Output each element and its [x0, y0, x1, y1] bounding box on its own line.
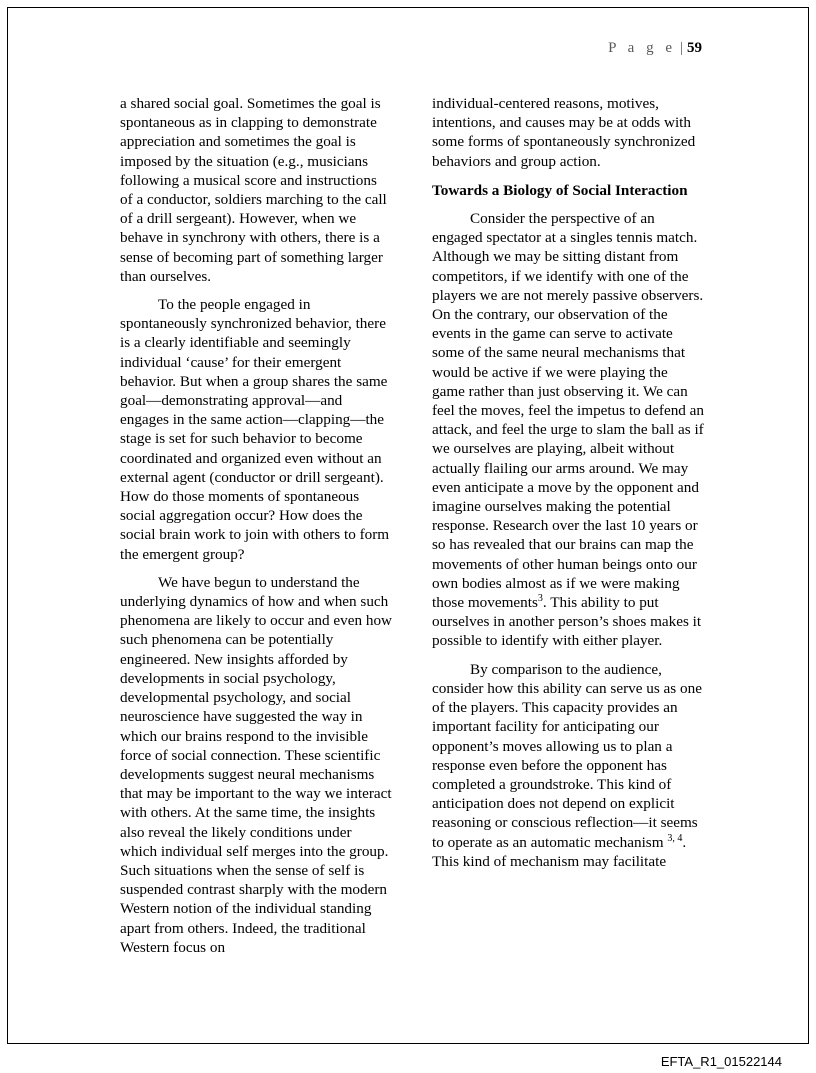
paragraph-text: . This ability to put ourselves in another person’s shoes makes it possible to identify with either player. [432, 594, 702, 650]
page-header [432, 40, 702, 57]
paragraph-text: . This kind of mechanism may facilitate [432, 833, 687, 870]
left-column [120, 94, 392, 966]
paragraph-text: By comparison to the audience, consider how this ability can serve us as one of the players. This capacity provides an important facility for anticipating our opponent’s moves allowing us to plan a response even before the opponent has completed a groundstroke. This kind of anticipation does not depend on explicit reasoning or conscious reflection—it seems to operate as an automatic mechanism [432, 660, 702, 851]
paragraph: We have begun to understand the underlying dynamics of how and when such phenomena are likely to occur and even how such phenomena can be potentially engineered. New insights afforded by developments in social psychology, developmental psychology, and social neuroscience have suggested the way in which our brains respond to the invisible force of social connection. These scientific developments suggest neural mechanisms that may be important to the way we interact with others. At the same time, the insights also reveal the likely conditions under which individual self merges into the group. Such situations when the sense of self is suspended contrast sharply with the modern Western notion of the individual standing apart from others. Indeed, the traditional Western focus on [120, 573, 393, 956]
footnote-reference: 3 [537, 593, 543, 605]
paragraph [432, 660, 704, 871]
page-number: 59 [687, 40, 702, 56]
paragraph [432, 209, 704, 651]
paragraph: individual-centered reasons, motives, intentions, and causes may be at odds with some forms of spontaneously synchronized behaviors and group action. [432, 95, 696, 170]
bates-number: EFTA_R1_01522144 [660, 1054, 782, 1069]
footnote-reference: 3, 4 [667, 832, 683, 844]
paragraph: To the people engaged in spontaneously synchronized behavior, there is a clearly identifiable and seemingly individual ‘cause’ for their emergent behavior. But when a group shares the same goal—demonstrating approval—and engages in the same action—clapping—the stage is set for such behavior to become coordinated and organized even without an external agent (conductor or drill sergeant). How do those moments of spontaneous social aggregation occur? How does the social brain work to join with others to form the emergent group? [120, 296, 390, 563]
section-heading: Towards a Biology of Social Interaction [432, 181, 688, 199]
paragraph-text: Consider the perspective of an engaged spectator at a singles tennis match. Although we may be sitting distant from competitors, if we identify with one of the players we are not merely passive observers. On the contrary, our observation of the events in the game can serve to activate some of the same neural mechanisms that would be active if we were playing the game rather than just observing it. We can feel the moves, feel the impetus to defend an attack, and feel the urge to slam the ball as if we ourselves are playing, albeit without actually flailing our arms around. We may even anticipate a move by the opponent and imagine ourselves making the potential response. Research over the last 10 years or so has revealed that our brains can map the movements of other human beings onto our own bodies almost as if we were making those movements [432, 210, 705, 612]
page-label: P a g e [608, 40, 676, 56]
page-separator: | [679, 40, 683, 56]
right-column [432, 94, 704, 880]
paragraph: a shared social goal. Sometimes the goal is spontaneous as in clapping to demonstrate appreciation and sometimes the goal is imposed by the situation (e.g., musicians following a musical score and instructions of a conductor, soldiers marching to the call of a drill sergeant). However, when we behave in synchrony with others, there is a sense of becoming part of something larger than ourselves. [120, 95, 387, 285]
